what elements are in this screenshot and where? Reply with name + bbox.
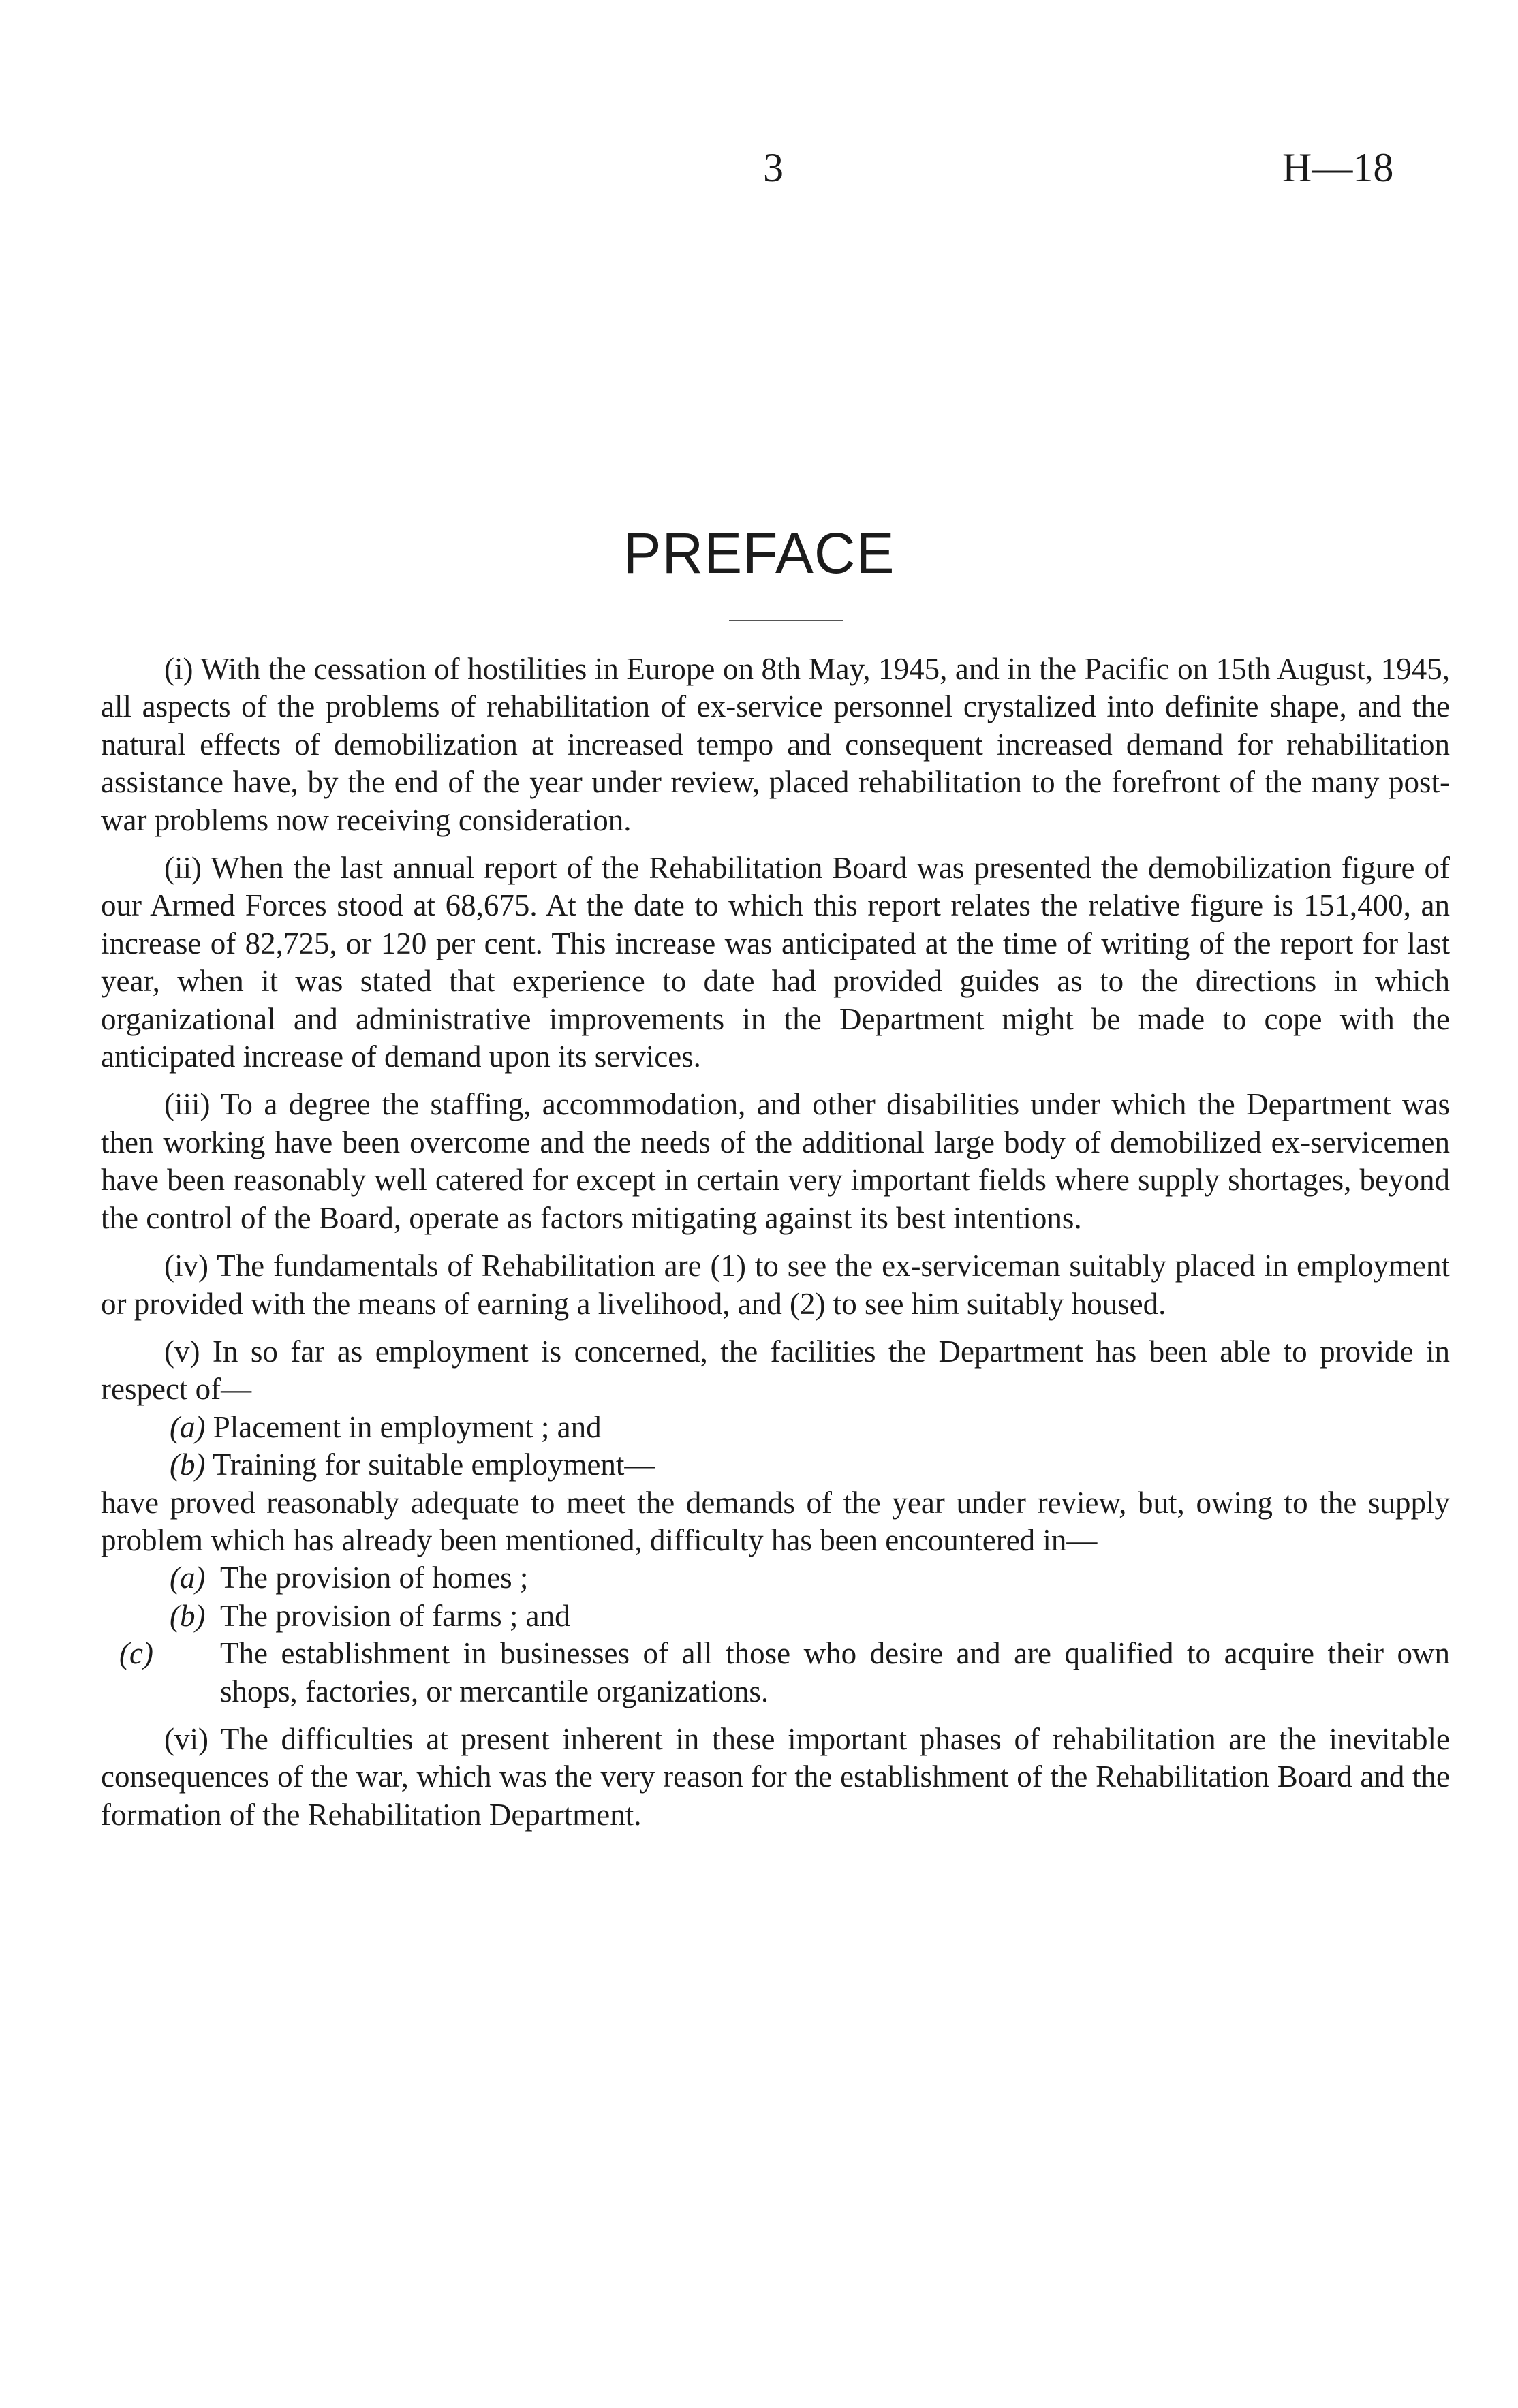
list-item [101,1597,1450,1635]
title-divider [729,620,843,621]
list-item-marker: (b) [170,1448,206,1482]
list-item-text: The establishment in businesses of all those who desire and are qualified to acquire their own shops, factories, or mercantile organizations. [220,1636,1450,1708]
list-item-marker: (a) [170,1561,206,1595]
list-item-text: Training for suitable employment— [212,1448,655,1482]
document-code: H—18 [1282,145,1394,190]
list-item-marker: (a) [170,1409,206,1444]
list-item [101,1635,1450,1710]
list-item-marker: (c) [119,1636,153,1671]
list-item-marker: (b) [170,1598,206,1633]
list-item-text: The provision of farms ; and [220,1598,570,1633]
page-number: 3 [763,145,784,190]
preface-body [101,651,1450,1844]
paragraph-v-middle: have proved reasonably adequate to meet the demands of the year under review, but, owing to the supply problem which has already been mentioned, difficulty has been encountered in— [101,1485,1450,1557]
list-item [101,1559,1450,1597]
list-item [101,1409,1450,1446]
paragraph-iii: (iii) To a degree the staffing, accommodation, and other disabilities under which the Department was then working have been overcome and the needs of the additional large body of demobilized ex-servicemen have been reasonably well catered for except in certain very important fields where supply shortages, beyond the control of the Board, operate as factors mitigating against its best intentions. [101,1087,1450,1235]
difficulties-list [101,1559,1450,1710]
employment-facilities-list [101,1409,1450,1484]
page-title: PREFACE [623,521,895,585]
paragraph-iv: (iv) The fundamentals of Rehabilitation are (1) to see the ex-serviceman suitably placed in employment or provided with the means of earning a livelihood, and (2) to see him suitably housed. [101,1249,1450,1321]
list-item-text: The provision of homes ; [220,1561,529,1595]
paragraph-vi: (vi) The difficulties at present inherent in these important phases of rehabilitation are the inevitable consequences of the war, which was the very reason for the establishment of the Rehabilitation Board and the formation of the Rehabilitation Department. [101,1721,1450,1832]
paragraph-i: (i) With the cessation of hostilities in Europe on 8th May, 1945, and in the Pacific on 15th August, 1945, all aspects of the problems of rehabilitation of ex-service personnel crystalized into definite shape, and the natural effects of demobilization at increased tempo and consequent increased demand for rehabilitation assistance have, by the end of the year under review, placed rehabilitation to the forefront of the many post-war problems now receiving consideration. [101,652,1450,837]
list-item-text: Placement in employment ; and [213,1409,602,1444]
paragraph-ii: (ii) When the last annual report of the Rehabilitation Board was presented the demobilization figure of our Armed Forces stood at 68,675. At the date to which this report relates the relative figure is 151,400, an increase of 82,725, or 120 per cent. This increase was anticipated at the time of writing of the report for last year, when it was stated that experience to date had provided guides as to the directions in which organizational and administrative improvements in the Department might be made to cope with the anticipated increase of demand upon its services. [101,851,1450,1074]
list-item [101,1446,1450,1484]
paragraph-v-intro: (v) In so far as employment is concerned, the facilities the Department has been able to provide in respect of— [101,1334,1450,1407]
